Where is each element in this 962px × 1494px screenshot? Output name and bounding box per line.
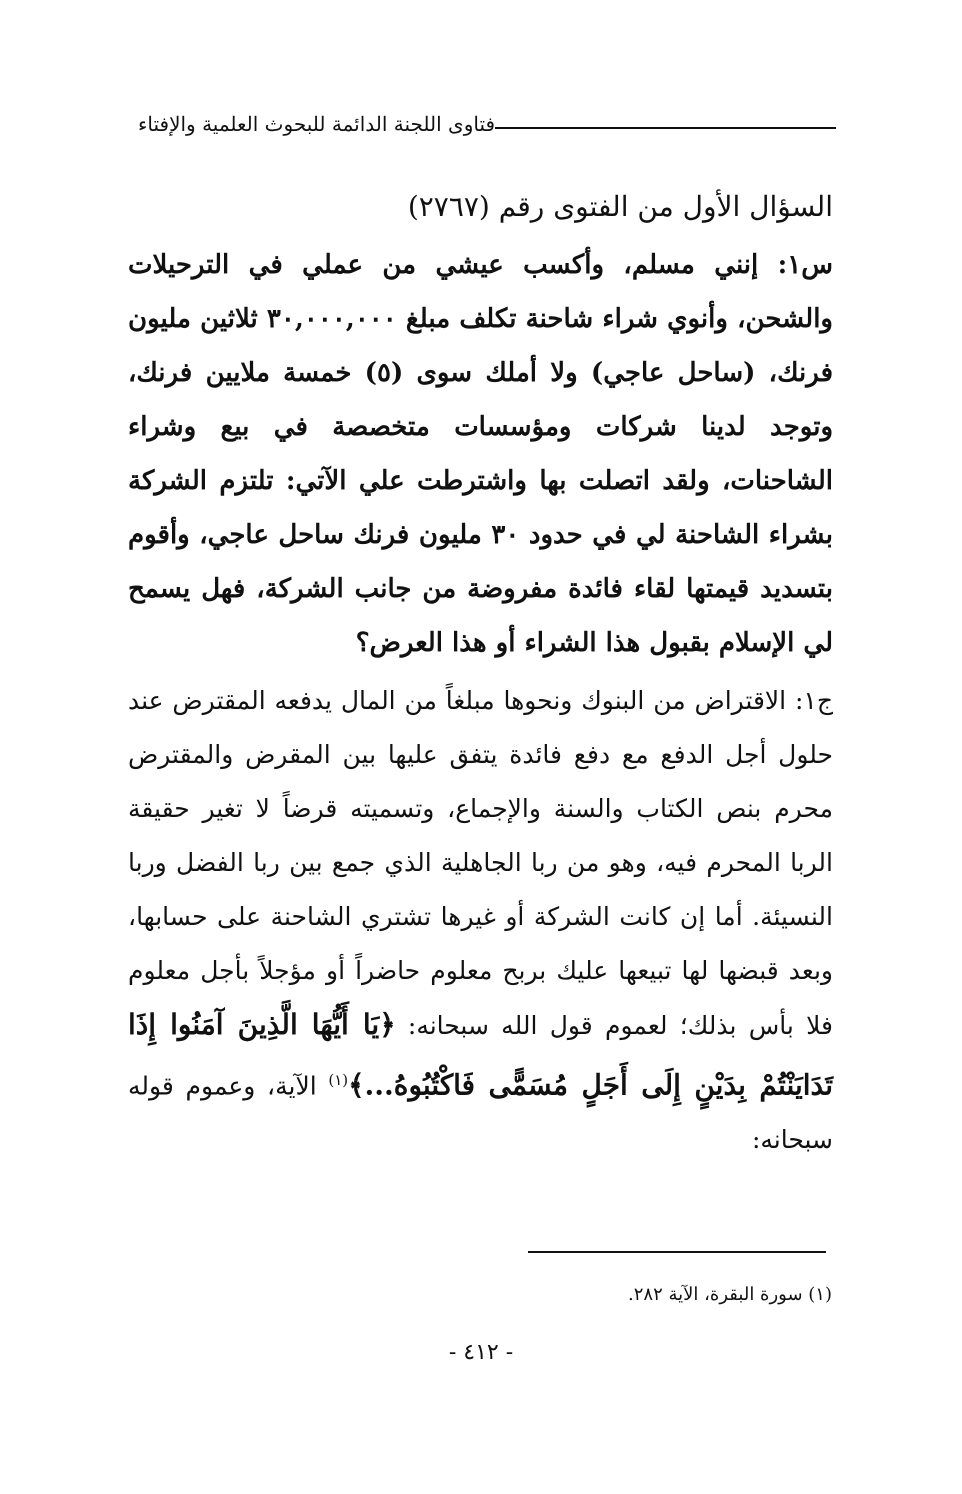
footnote-rule [528,1251,826,1253]
answer-ending: الآية، وعموم قوله سبحانه: [128,1071,833,1155]
answer-text: الاقتراض من البنوك ونحوها مبلغاً من المال يدفعه المقترض عند حلول أجل الدفع مع دفع فائدة يتفق عليها بين المقرض والمقترض محرم بنص الكتاب والسنة والإجماع، وتسميته قرضاً لا تغير حقيقة الربا المحرم فيه، وهو من ربا الجاهلية الذي جمع بين ربا الفضل وربا النسيئة. أما إن كانت الشركة أو غيرها تشتري الشاحنة على حسابها، وبعد قبضها لها تبيعها عليك بربح معلوم حاضراً أو مؤجلاً بأجل معلوم فلا بأس بذلك؛ لعموم قول الله سبحانه: [128,686,833,1040]
question-paragraph [128,238,833,670]
answer-prefix: ج١: [794,686,833,715]
footnote-ref: (١) [328,1071,349,1089]
quran-verse: ﴿يَا أَيُّهَا الَّذِينَ آمَنُوا إِذَا تَدَايَنْتُمْ بِدَيْنٍ إِلَى أَجَلٍ مُسَمًّى فَاكْتُبُوهُ...﴾ [128,1008,834,1102]
answer-paragraph [128,674,833,1167]
header-rule [495,127,836,129]
page-number: - ٤١٢ - [448,1340,514,1365]
question-text: إنني مسلم، وأكسب عيشي من عملي في الترحيلات والشحن، وأنوي شراء شاحنة تكلف مبلغ ٣٠,٠٠٠,٠٠٠ ثلاثين مليون فرنك، (ساحل عاجي) ولا أملك سوى (٥) خمسة ملايين فرنك، وتوجد لدينا شركات ومؤسسات متخصصة في بيع وشراء الشاحنات، ولقد اتصلت بها واشترطت علي الآتي: تلتزم الشركة بشراء الشاحنة لي في حدود ٣٠ مليون فرنك ساحل عاجي، وأقوم بتسديد قيمتها لقاء فائدة مفروضة من جانب الشركة، فهل يسمح لي الإسلام بقبول هذا الشراء أو هذا العرض؟ [128,250,833,658]
running-header [128,112,836,136]
fatwa-body [128,182,833,1167]
header-title: فتاوى اللجنة الدائمة للبحوث العلمية والإفتاء [138,112,496,136]
footnote: (١) سورة البقرة، الآية ٢٨٢. [628,1284,832,1305]
question-prefix: س١: [777,250,833,280]
question-title: السؤال الأول من الفتوى رقم (٢٧٦٧) [407,190,833,223]
